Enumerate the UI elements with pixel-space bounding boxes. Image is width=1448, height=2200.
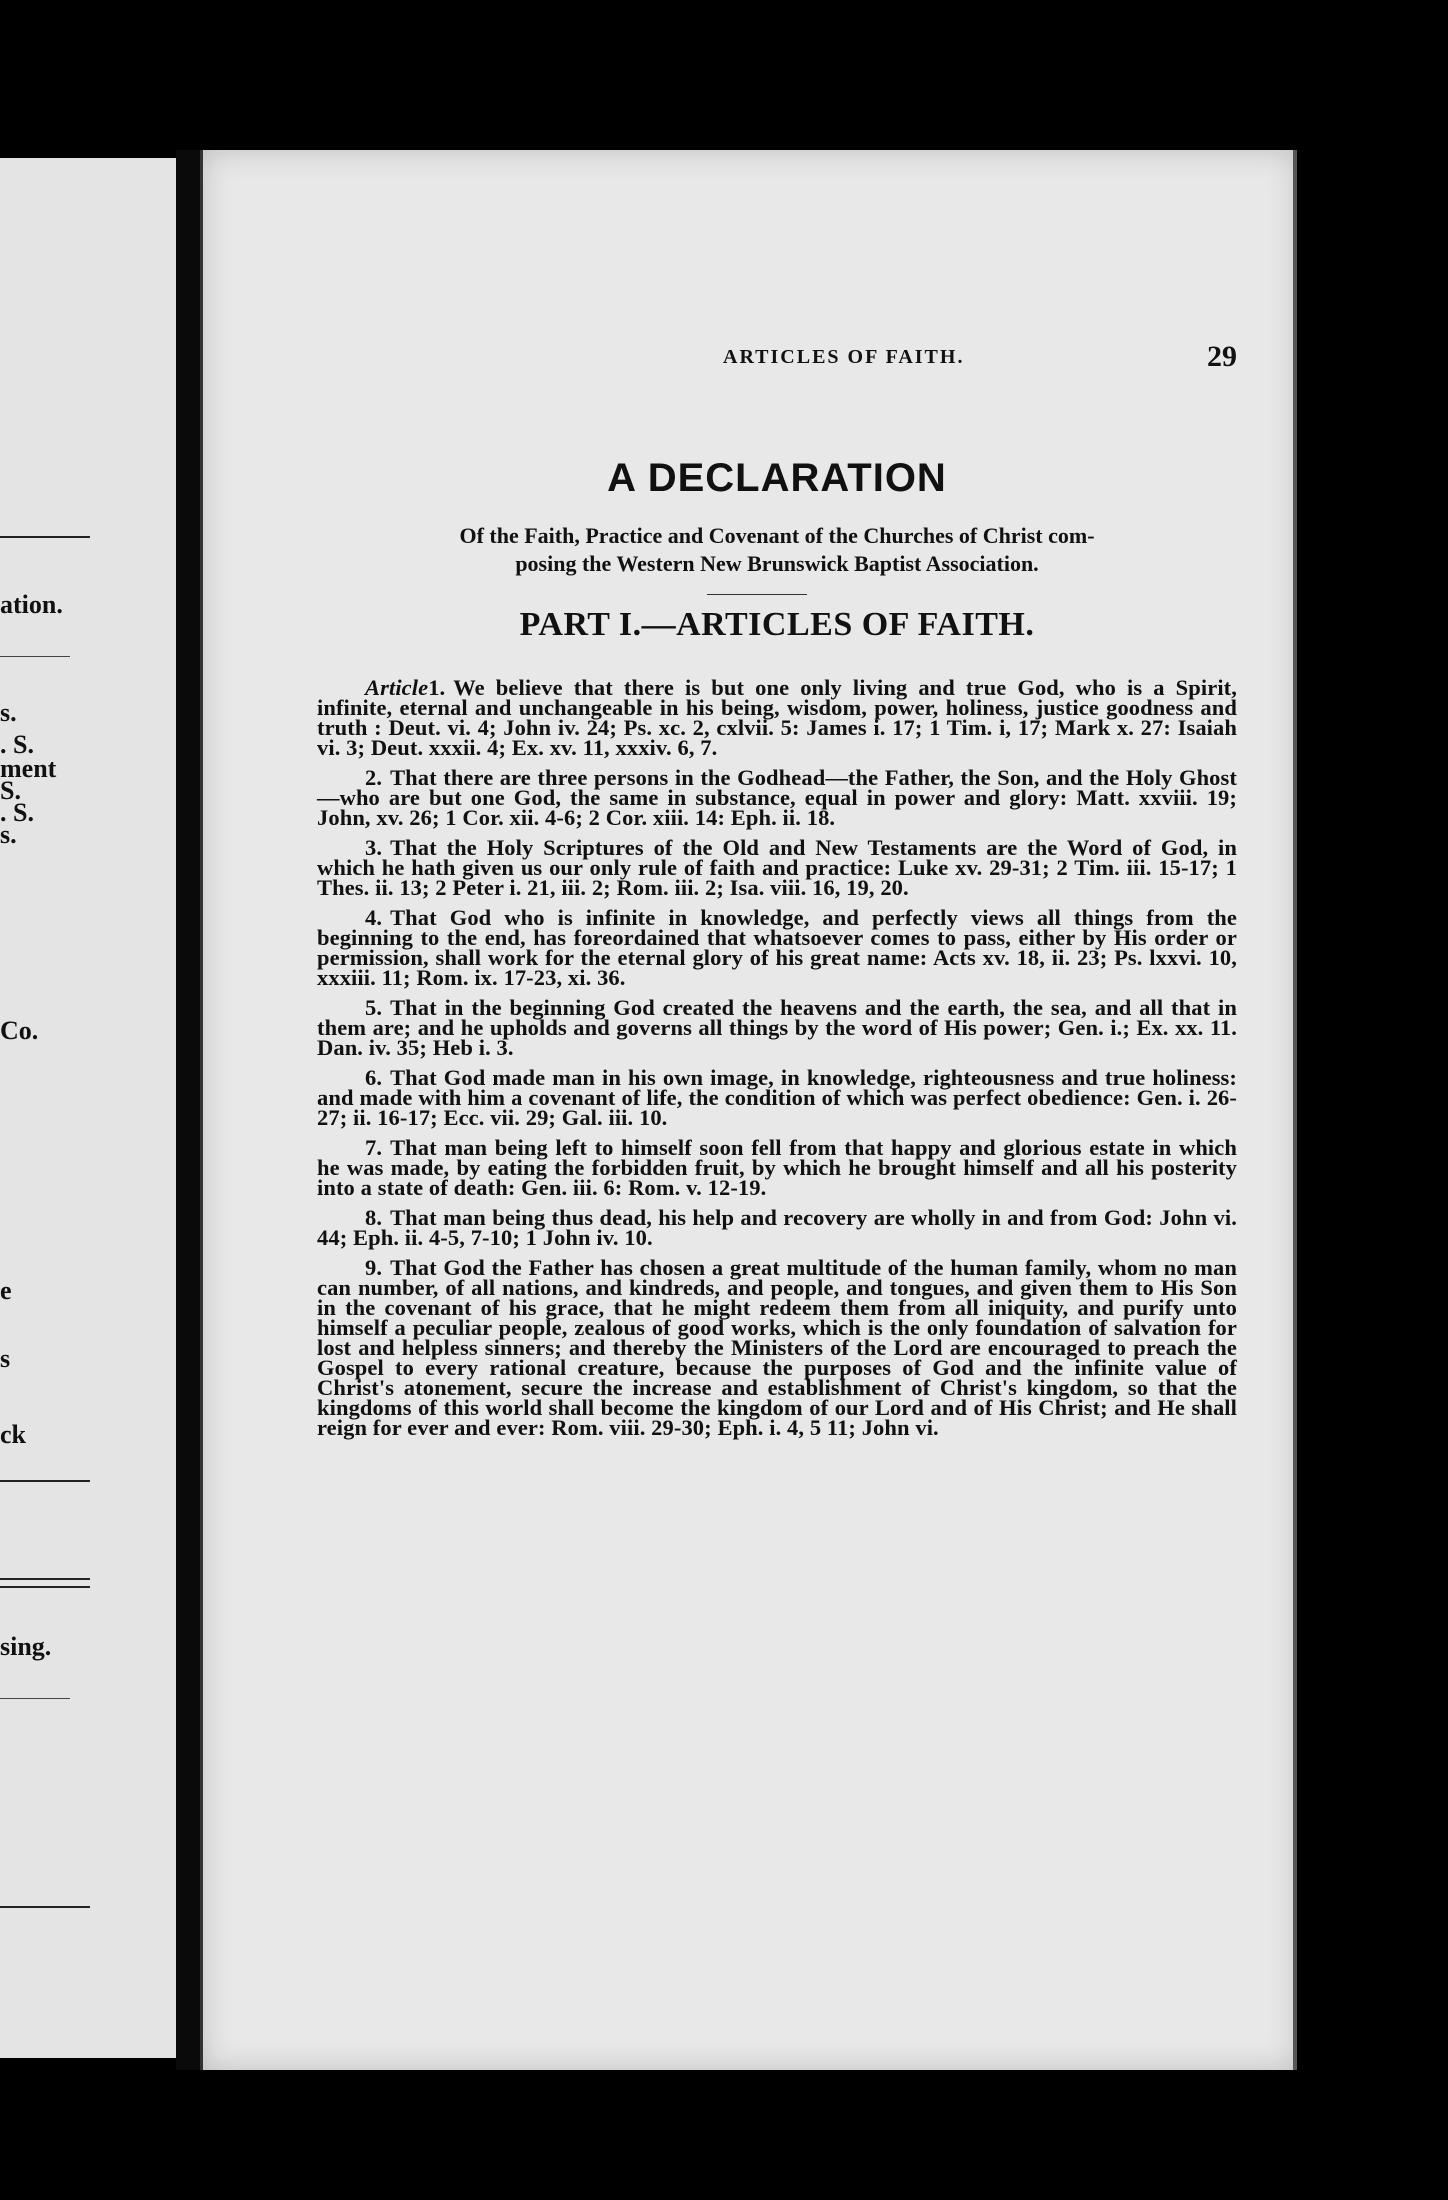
left-page-text: ck — [0, 1420, 26, 1449]
left-page-text: s — [0, 1344, 11, 1373]
article-3 — [317, 835, 1237, 900]
article-7 — [317, 1135, 1237, 1200]
article-6 — [317, 1065, 1237, 1130]
left-page-text: . S. — [0, 798, 34, 827]
article-8 — [317, 1205, 1237, 1250]
left-page-text: ment — [0, 754, 57, 783]
article-number: 5. — [365, 995, 383, 1020]
article-text: That the Holy Scriptures of the Old and New Testaments are the Word of God, in which he hath given us our only rule of faith and practice: Luke xv. 29-31; 2 Tim. iii. 15-17; 1 Thes. ii. 13; 2 Peter i. 21, iii. 2; Rom. iii. 2; Isa. viii. 16, 19, 20. — [317, 835, 1237, 900]
left-page-text: e — [0, 1276, 12, 1305]
left-page-text: . S. — [0, 730, 34, 759]
article-text: That God made man in his own image, in knowledge, righteousness and true holiness: and made with him a covenant of life, the condition of which was perfect obedience: Gen. i. 26-27; ii. 16-17; Ecc. vii. 29; Gal. iii. 10. — [317, 1065, 1237, 1130]
article-text: That God who is infinite in knowledge, and perfectly views all things from the beginning to the end, has foreordained that whatsoever comes to pass, either by His order or permission, shall work for the eternal glory of his great name: Acts xv. 18, ii. 23; Ps. lxxvi. 10, xxxiii. 11; Rom. ix. 17-23, xi. 36. — [317, 905, 1237, 990]
article-4 — [317, 905, 1237, 990]
left-page-text: S. — [0, 776, 21, 805]
article-number: 6. — [365, 1065, 383, 1090]
left-facing-page — [0, 158, 176, 2058]
article-number: 9. — [365, 1255, 383, 1280]
left-page-text: s. — [0, 698, 17, 727]
left-page-rule — [0, 1480, 90, 1482]
article-text: That there are three persons in the Godhead—the Father, the Son, and the Holy Ghost—who are but one God, the same in substance, equal in power and glory: Matt. xxviii. 19; John, xv. 26; 1 Cor. xii. 4-6; 2 Cor. xiii. 14: Eph. ii. 18. — [317, 765, 1237, 830]
running-head — [497, 340, 1237, 382]
book-page — [200, 150, 1297, 2070]
article-number: 1. — [428, 675, 446, 700]
article-number: 2. — [365, 765, 383, 790]
section-divider — [707, 594, 807, 595]
left-page-rule — [0, 1578, 90, 1588]
left-page-rule — [0, 536, 90, 538]
declaration-title: A DECLARATION — [607, 456, 947, 500]
article-1 — [317, 675, 1237, 760]
left-page-text: Co. — [0, 1016, 39, 1045]
page-edge-shadow — [1293, 150, 1297, 2070]
book-gutter — [176, 150, 200, 2070]
article-text: That God the Father has chosen a great multitude of the human family, whom no man can number, of all nations, and kindreds, and people, and tongues, and given them to His Son in the covenant of his grace, that he might redeem them from all iniquity, and purify unto himself a peculiar people, zealous of good works, which is the only foundation of salvation for lost and helpless sinners; and thereby the Ministers of the Lord are encouraged to preach the Gospel to every rational creature, because the purposes of God and the infinite value of Christ's atonement, secure the increase and establishment of Christ's kingdom, so that the kingdoms of this world shall become the kingdom of our Lord and of His Christ; and He shall reign for ever and ever: Rom. viii. 29-30; Eph. i. 4, 5 11; John vi. — [317, 1255, 1237, 1440]
subtitle-line: posing the Western New Brunswick Baptist Association. — [515, 551, 1039, 576]
article-5 — [317, 995, 1237, 1060]
article-text: That man being left to himself soon fell from that happy and glorious estate in which he was made, by eating the forbidden fruit, by which he brought himself and all his posterity into a state of death: Gen. iii. 6: Rom. v. 12-19. — [317, 1135, 1237, 1200]
article-label: Article — [365, 675, 429, 700]
subtitle-line: Of the Faith, Practice and Covenant of the Churches of Christ com- — [459, 523, 1095, 548]
left-page-rule — [0, 1906, 90, 1908]
article-number: 4. — [365, 905, 383, 930]
left-page-rule — [0, 656, 70, 657]
articles-list — [317, 675, 1237, 1448]
declaration-subtitle — [317, 522, 1237, 578]
running-title: ARTICLES OF FAITH. — [723, 346, 965, 368]
left-page-rule — [0, 1698, 70, 1699]
article-text: We believe that there is but one only living and true God, who is a Spirit, infinite, eternal and unchangeable in his being, wisdom, power, holiness, justice goodness and truth : Deut. vi. 4; John iv. 24; Ps. xc. 2, cxlvii. 5: James i. 17; 1 Tim. i, 17; Mark x. 27: Isaiah vi. 3; Deut. xxxii. 4; Ex. xv. 11, xxxiv. 6, 7. — [317, 675, 1237, 760]
left-page-text: sing. — [0, 1632, 52, 1661]
article-2 — [317, 765, 1237, 830]
article-text: That man being thus dead, his help and recovery are wholly in and from God: John vi. 44; Eph. ii. 4-5, 7-10; 1 John iv. 10. — [317, 1205, 1237, 1250]
part-title: PART I.—ARTICLES OF FAITH. — [519, 606, 1035, 643]
article-number: 7. — [365, 1135, 383, 1160]
page-number: 29 — [1207, 340, 1237, 373]
article-number: 8. — [365, 1205, 383, 1230]
left-page-text: s. — [0, 820, 17, 849]
article-text: That in the beginning God created the heavens and the earth, the sea, and all that in them are; and he upholds and governs all things by the word of His power; Gen. i.; Ex. xx. 11. Dan. iv. 35; Heb i. 3. — [317, 995, 1237, 1060]
left-page-text: ation. — [0, 590, 63, 619]
article-9 — [317, 1255, 1237, 1440]
article-number: 3. — [365, 835, 383, 860]
